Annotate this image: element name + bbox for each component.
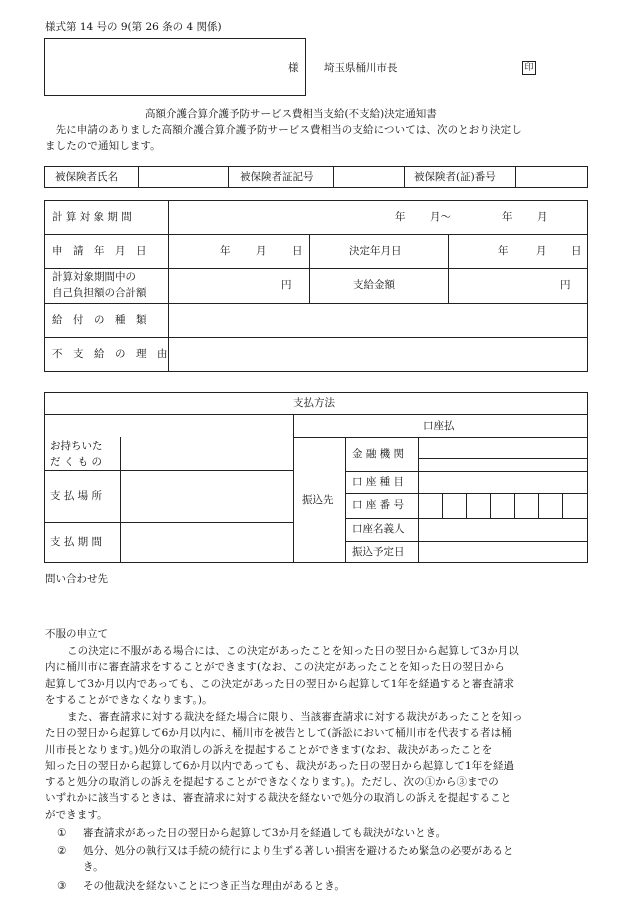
addressee-suffix: 様 — [288, 62, 299, 74]
bank-label: 金 融 機 関 — [352, 448, 405, 460]
contact-label: 問い合わせ先 — [45, 573, 108, 585]
self-total-label-2: 自己負担額の合計額 — [52, 287, 147, 299]
decision-month: 月 — [536, 245, 547, 257]
apply-year: 年 — [220, 245, 231, 257]
account-transfer-header: 口座払 — [423, 420, 455, 432]
seal-stamp: 印 — [522, 61, 536, 75]
account-type-label: 口 座 種 目 — [352, 476, 405, 488]
item-number: ③ — [57, 880, 67, 892]
self-total-yen: 円 — [281, 279, 292, 291]
period-label: 計 算 対 象 期 間 — [52, 211, 132, 223]
bring-items-label-1: お持ちいた — [50, 440, 103, 452]
apply-day: 日 — [292, 245, 303, 257]
insured-name-label: 被保険者氏名 — [55, 171, 118, 183]
self-total-label-1: 計算対象期間中の — [52, 271, 136, 283]
paid-amount-label: 支給金額 — [353, 279, 395, 291]
bring-items-label-2: だ く も の — [50, 456, 103, 468]
payment-period-label: 支 払 期 間 — [50, 536, 103, 548]
benefit-type-label: 給 付 の 種 類 — [52, 314, 147, 326]
transfer-destination-label: 振込先 — [302, 494, 334, 506]
cert-number-label: 被保険者(証)番号 — [414, 171, 496, 183]
document-title: 高額介護合算介護予防サービス費相当支給(不支給)決定通知書 — [145, 108, 437, 120]
item-text: 処分、処分の執行又は手続の続行により生ずる著しい損害を避けるため緊急の必要があると き。 — [83, 845, 514, 874]
sender-name: 埼玉県桶川市長 — [324, 62, 398, 74]
payment-method-header: 支払方法 — [293, 397, 335, 409]
item-text: その他裁決を経ないことにつき正当な理由があるとき。 — [83, 880, 345, 892]
cert-symbol-label: 被保険者証記号 — [240, 171, 314, 183]
item-number: ① — [57, 827, 67, 839]
period-start-month: 月～ — [430, 211, 451, 223]
item-text: 審査請求があった日の翌日から起算して3か月を経過しても裁決がないとき。 — [83, 827, 447, 839]
decision-day: 日 — [571, 245, 582, 257]
account-holder-label: 口座名義人 — [352, 523, 405, 535]
payment-place-label: 支 払 場 所 — [50, 490, 103, 502]
apply-date-label: 申 請 年 月 日 — [52, 245, 147, 257]
account-number-label: 口 座 番 号 — [352, 499, 405, 511]
item-number: ② — [57, 845, 67, 857]
appeal-heading: 不服の申立て — [45, 628, 108, 640]
addressee-box — [44, 38, 306, 96]
decision-date-label: 決定年月日 — [349, 245, 402, 257]
appeal-paragraph-2: また、審査請求に対する裁決を経た場合に限り、当該審査請求に対する裁決があったことを知っ た日の翌日から起算して6か月以内に、桶川市を被告として(訴訟において桶川市を代表する者は桶 川市長となります。)処分の取消しの訴えを提起することができます(なお、裁決があったことを 知った日の翌日から起算して6か月以内であっても、裁決があった日の翌日から起算して1年を経過 すると処分の取消しの訴えを提起することができなくなります。)。ただし、次の①から③までの いずれかに該当するときは、審査請求に対する裁決を経ないで処分の取消しの訴えを提起すること ができます。 — [45, 711, 523, 821]
period-end-month: 月 — [537, 211, 548, 223]
transfer-date-label: 振込予定日 — [352, 546, 405, 558]
apply-month: 月 — [256, 245, 267, 257]
appeal-paragraph-1: この決定に不服がある場合には、この決定があったことを知った日の翌日から起算して3か月以 内に桶川市に審査請求をすることができます(なお、この決定があったことを知った日の翌日から 起算して3か月以内であっても、この決定があった日の翌日から起算して1年を経過すると審査請求 をすることができなくなります。)。 — [45, 645, 519, 706]
period-start-year: 年 — [395, 211, 406, 223]
period-end-year: 年 — [502, 211, 513, 223]
intro-text: 先に申請のありました高額介護合算介護予防サービス費相当の支給については、次のとおり決定し ましたので通知します。 — [45, 124, 522, 153]
form-reference: 様式第 14 号の 9(第 26 条の 4 関係) — [45, 21, 222, 33]
reason-label: 不 支 給 の 理 由 — [52, 348, 168, 360]
paid-amount-yen: 円 — [560, 279, 571, 291]
decision-year: 年 — [498, 245, 509, 257]
